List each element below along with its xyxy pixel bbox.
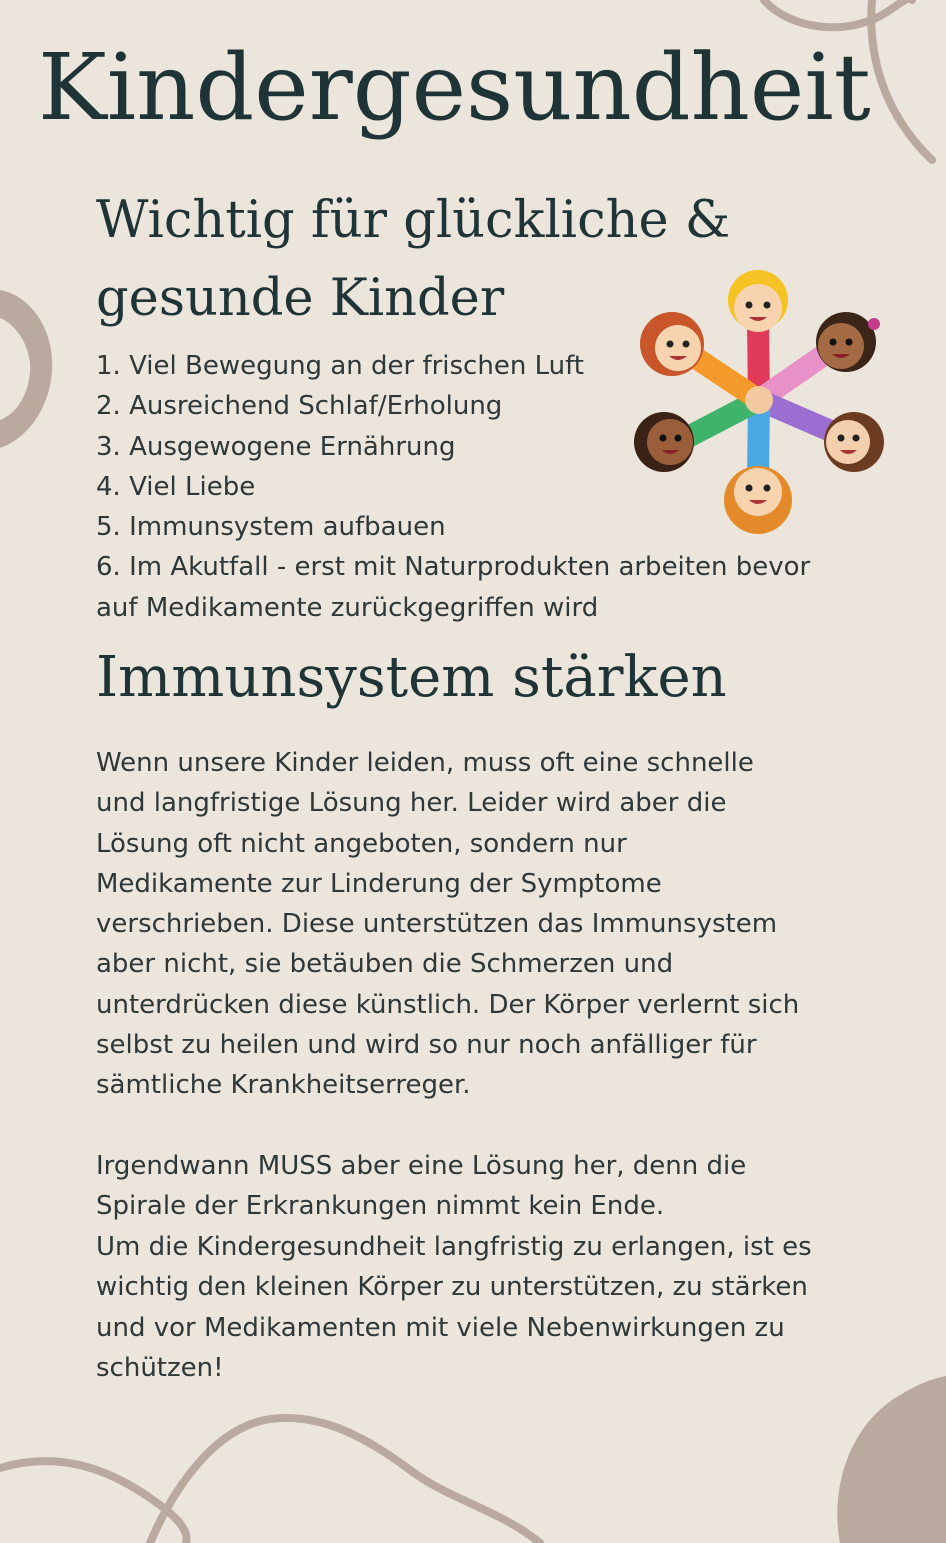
text-line: verschrieben. Diese unterstützen das Immunsystem [96,909,778,940]
text-line: Um die Kindergesundheit langfristig zu erlangen, ist es [96,1232,812,1262]
paragraph-conclusion [96,1227,856,1388]
section-heading: Immunsystem stärken [96,645,727,710]
list-item: 6. Im Akutfall - erst mit Naturprodukten arbeiten bevor [96,552,811,583]
text-line: schützen! [96,1352,224,1383]
text-line: Medikamente zur Linderung der Symptome [96,868,662,899]
text-line: und langfristige Lösung her. Leider wird aber die [96,788,727,819]
list-item: 2. Ausreichend Schlaf/Erholung [96,391,503,422]
subtitle-line: gesunde Kinder [96,269,505,328]
text-line: Wenn unsere Kinder leiden, muss oft eine schnelle [96,748,754,778]
text-line: sämtliche Krankheitserreger. [96,1070,471,1101]
text-line: und vor Medikamenten mit viele Nebenwirkungen zu [96,1312,785,1343]
paragraph-intro [96,743,856,1106]
list-item: 1. Viel Bewegung an der frischen Luft [96,351,584,381]
children-circle-icon [628,262,890,538]
page-title: Kindergesundheit [38,34,871,141]
list-item: 4. Viel Liebe [96,471,256,502]
text-line: aber nicht, sie betäuben die Schmerzen und [96,949,674,980]
subtitle-line: Wichtig für glückliche & [96,191,731,250]
text-line: Lösung oft nicht angeboten, sondern nur [96,828,627,859]
text-line: Spirale der Erkrankungen nimmt kein Ende. [96,1191,665,1222]
list-item: 5. Immunsystem aufbauen [96,512,446,543]
list-item: 3. Ausgewogene Ernährung [96,431,456,462]
text-line: selbst zu heilen und wird so nur noch anfälliger für [96,1030,757,1061]
text-line: Irgendwann MUSS aber eine Lösung her, denn die [96,1151,747,1181]
paragraph-spiral [96,1146,856,1227]
list-item: auf Medikamente zurückgegriffen wird [96,592,599,623]
text-line: unterdrücken diese künstlich. Der Körper verlernt sich [96,989,800,1020]
text-line: wichtig den kleinen Körper zu unterstützen, zu stärken [96,1272,808,1303]
